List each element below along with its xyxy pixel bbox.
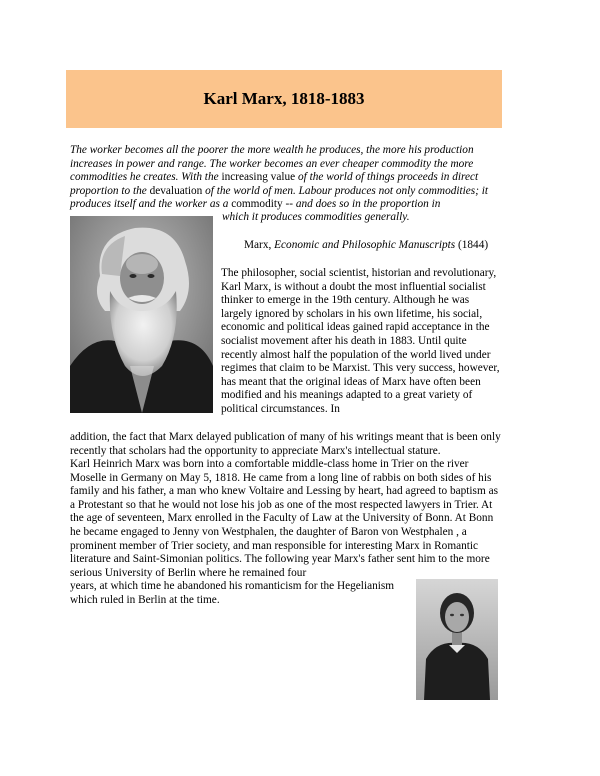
epigraph-tail: which it produces commodities generally. xyxy=(222,211,410,223)
epigraph-upright-3: commodity xyxy=(231,198,283,210)
jenny-von-westphalen-portrait xyxy=(416,579,498,700)
epigraph-quote xyxy=(70,144,500,212)
page-title: Karl Marx, 1818-1883 xyxy=(203,89,365,108)
epigraph-upright-1: increasing value xyxy=(221,171,296,183)
bio-paragraph-2-continued: years, at which time he abandoned his romanticism for the Hegelianism which ruled in Berlin at the time. xyxy=(70,580,395,606)
bio-paragraph-1: The philosopher, social scientist, historian and revolutionary, Karl Marx, is without a doubt the most influential socialist thinker to emerge in the 19th century. Although he was largely ignored by scholars in his own lifetime, his social, economic and political ideas gained rapid acceptance in the socialist movement after his death in 1883. Until quite recently almost half the population of the world lived under regimes that claim to be Marxist. This very success, however, has meant that the original ideas of Marx have often been modified and his meanings adapted to a great variety of political circumstances. In xyxy=(221,267,500,415)
epigraph-part-3: of the world of men. Labour produces not only commodities; it produces itself and the worker as a xyxy=(70,184,489,210)
epigraph-part-2: of the world of things proceeds in direct proportion to the xyxy=(70,171,479,197)
attribution-work: Economic and Philosophic Manuscripts xyxy=(274,239,456,251)
epigraph-upright-2: devaluation xyxy=(149,184,203,197)
attribution-year: (1844) xyxy=(455,239,489,251)
bio-paragraph-2: Karl Heinrich Marx was born into a comfortable middle-class home in Trier on the river Moselle in Germany on May 5, 1818. He came from a long line of rabbis on both sides of his family and his father, a man who knew Voltaire and Lessing by heart, had agreed to baptism as a Protestant so that he would not lose his job as one of the most respected lawyers in Trier. At the age of seventeen, Marx enrolled in the Faculty of Law at the University of Bonn. At Bonn he became engaged to Jenny von Westphalen, the daughter of Baron von Westphalen , a prominent member of Trier society, and man responsible for interesting Marx in Romantic literature and Saint-Simonian politics. The following year Marx's father sent him to the more serious University of Berlin where he remained four xyxy=(70,458,498,579)
attribution-author: Marx, xyxy=(244,239,275,251)
bio-paragraph-1-continued: addition, the fact that Marx delayed publication of many of his writings meant that is been only recently that scholars had the opportunity to appreciate Marx's intellectual stature. xyxy=(70,431,501,457)
title-band xyxy=(66,70,502,128)
quote-attribution xyxy=(244,238,488,252)
karl-marx-portrait xyxy=(70,216,213,413)
epigraph-part-1: The worker becomes all the poorer the more wealth he produces, the more his production increases in power and range. The worker becomes an ever cheaper commodity the more commodities he creates. With the xyxy=(70,144,474,183)
epigraph-part-4: -- and does so in the proportion in xyxy=(285,198,441,210)
